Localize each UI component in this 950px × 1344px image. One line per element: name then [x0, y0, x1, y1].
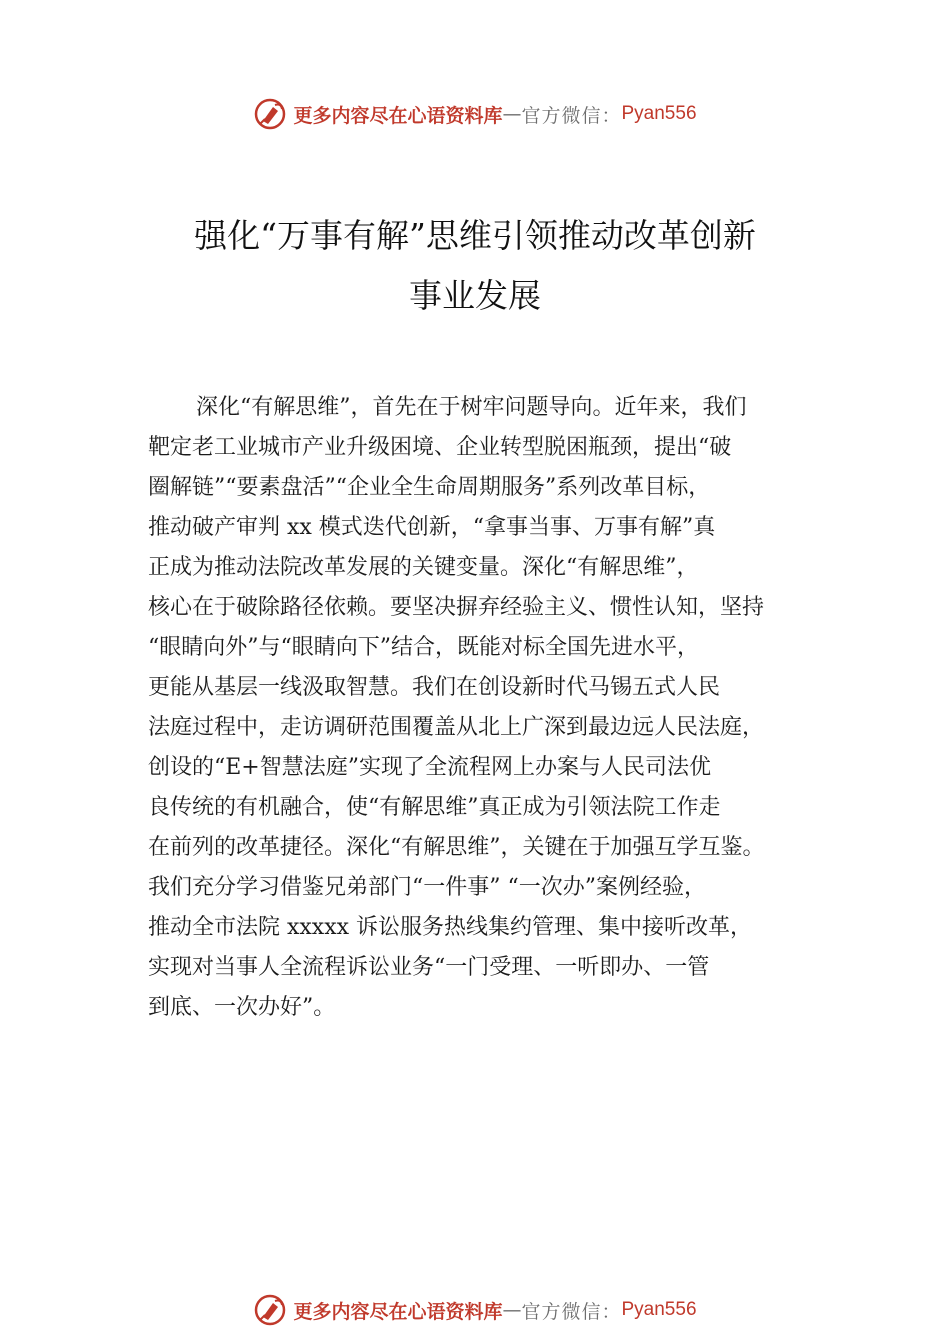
banner-wechat-label: 官方微信：	[521, 104, 622, 127]
body-line: 推动全市法院 xxxxx 诉讼服务热线集约管理、集中接听改革，	[148, 915, 753, 940]
pen-nib-logo-icon	[253, 1293, 287, 1327]
body-line: 正成为推动法院改革发展的关键变量。深化“有解思维”，	[148, 555, 699, 580]
document-title	[0, 206, 950, 326]
body-line: 创设的“E+智慧法庭”实现了全流程网上办案与人民司法优	[148, 755, 711, 780]
body-line: “眼睛向外”与“眼睛向下”结合，既能对标全国先进水平，	[148, 635, 699, 660]
title-line-2: 事业发展	[409, 276, 541, 315]
body-line: 更能从基层一线汲取智慧。我们在创设新时代马锡五式人民	[148, 675, 721, 700]
banner-brand-text: 更多内容尽在心语资料库	[293, 1300, 503, 1323]
body-line: 靶定老工业城市产业升级困境、企业转型脱困瓶颈，提出“破	[148, 435, 732, 460]
body-line: 推动破产审判 xx 模式迭代创新，“拿事当事、万事有解”真	[148, 515, 716, 540]
body-line: 核心在于破除路径依赖。要坚决摒弃经验主义、惯性认知，坚持	[148, 595, 765, 620]
body-line: 在前列的改革捷径。深化“有解思维”，关键在于加强互学互鉴。	[148, 835, 765, 860]
body-line: 良传统的有机融合，使“有解思维”真正成为引领法院工作走	[148, 795, 721, 820]
body-line: 法庭过程中，走访调研范围覆盖从北上广深到最边远人民法庭，	[148, 715, 765, 740]
body-paragraph	[148, 388, 848, 1028]
footer-banner	[0, 1288, 950, 1332]
body-line: 我们充分学习借鉴兄弟部门“一件事” “一次办”案例经验，	[148, 875, 706, 900]
body-line: 深化“有解思维”，首先在于树牢问题导向。近年来，我们	[196, 395, 747, 420]
title-line-1: 强化“万事有解”思维引领推动改革创新	[194, 216, 756, 255]
banner-wechat-handle: Pyan556	[621, 1299, 697, 1320]
body-line: 圈解链”“要素盘活”“企业全生命周期服务”系列改革目标，	[148, 475, 711, 500]
pen-nib-logo-icon	[253, 97, 287, 131]
header-banner	[0, 92, 950, 136]
body-line: 到底、一次办好”。	[148, 995, 336, 1020]
body-line: 实现对当事人全流程诉讼业务“一门受理、一听即办、一管	[148, 955, 710, 980]
banner-separator: —	[502, 1299, 522, 1321]
banner-separator: —	[502, 103, 522, 125]
banner-wechat-label: 官方微信：	[521, 1300, 622, 1323]
banner-wechat-handle: Pyan556	[621, 103, 697, 124]
banner-brand-text: 更多内容尽在心语资料库	[293, 104, 503, 127]
